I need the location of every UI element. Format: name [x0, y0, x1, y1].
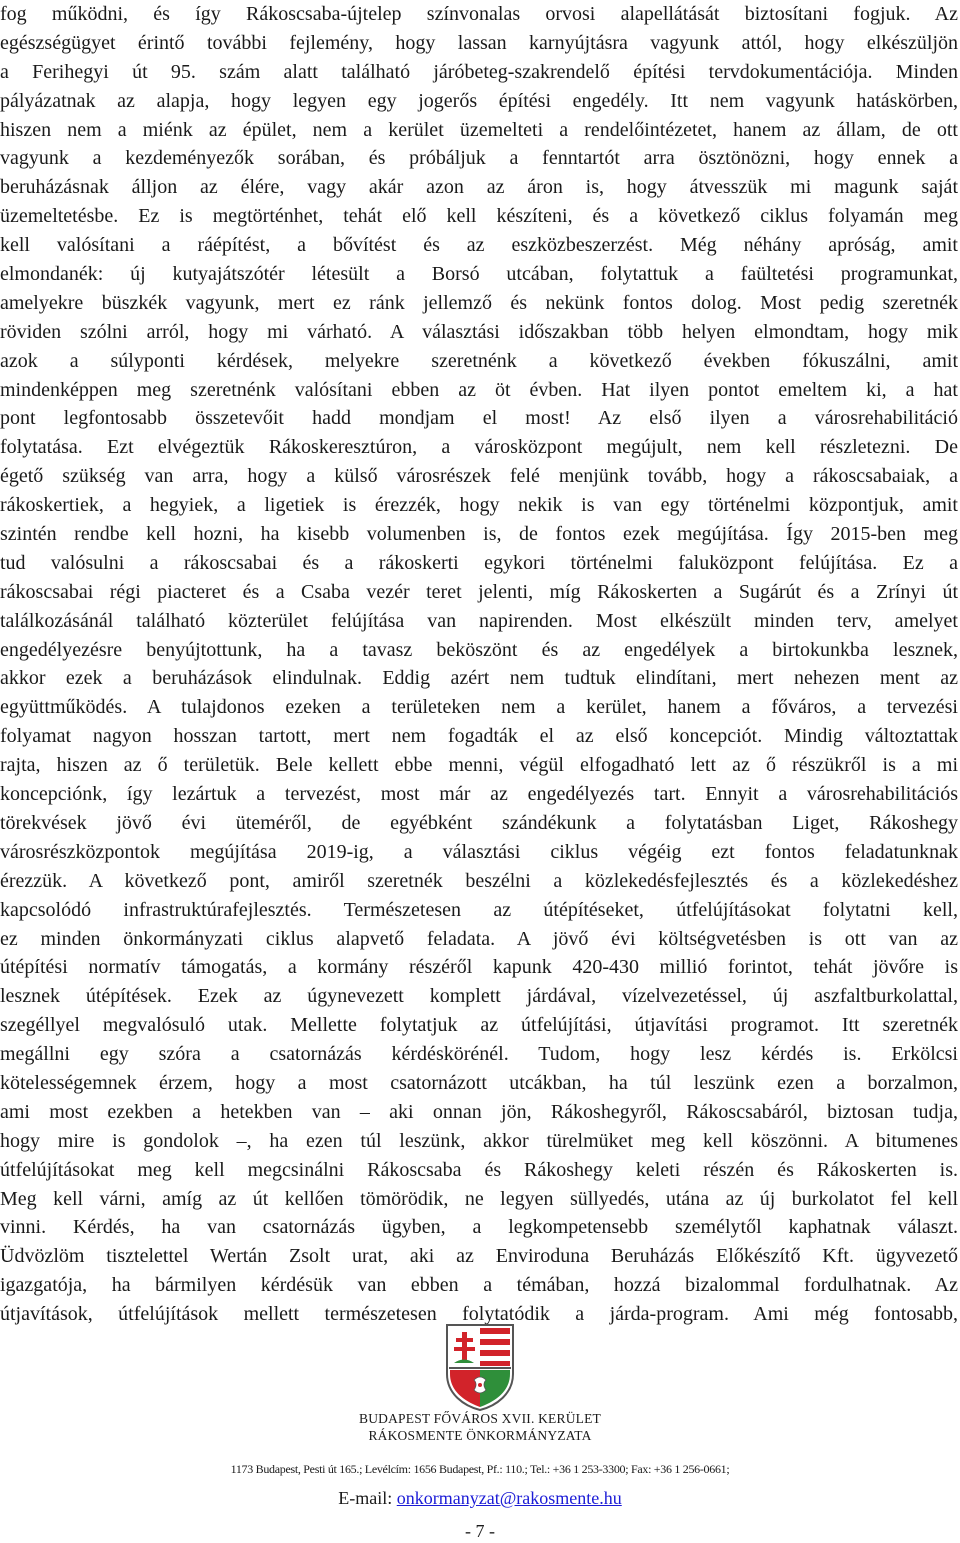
paragraph-line: kötelességemnek érzem, hogy a most csatornázott utcákban, ha túl leszünk ezen a borzalmon,: [0, 1071, 958, 1094]
paragraph-line: akkor ezek a beruházások elindulnak. Eddig azért nem tudtuk elindítani, mert nehezen ment az: [0, 667, 958, 690]
paragraph-line: kell valósítani a ráépítést, a bővítést és az eszközbeszerzést. Még néhány apróság, amit: [0, 234, 958, 257]
page-number: - 7 -: [465, 1521, 495, 1541]
paragraph-line: vinni. Kérdés, ha van csatornázás ügyben, a legkompetensebb személytől kaphatnak választ.: [0, 1216, 958, 1239]
paragraph-line: hogy mire is gondolok –, ha ezen túl leszünk, akkor türelmüket meg kell köszönni. A bitumenes: [0, 1129, 958, 1152]
paragraph-line: koncepciónk, így lezártuk a tervezést, most már az engedélyezés tart. Ennyit a városrehabilitációs: [0, 783, 958, 806]
paragraph-line: törekvések jövő évi üteméről, de egyébként szándékunk a folytatásban Liget, Rákoshegy: [0, 811, 958, 834]
paragraph-line: röviden szólni arról, hogy mi várható. A választási időszakban több helyen elmondtam, hogy mik: [0, 320, 958, 343]
paragraph-line: találkozásánál található közterület felújítása van napirenden. Most elkészült minden terv, amelyet: [0, 609, 958, 632]
organization-name-line1: BUDAPEST FŐVÁROS XVII. KERÜLET: [358, 1411, 601, 1426]
email-link[interactable]: onkormanyzat@rakosmente.hu: [396, 1488, 622, 1508]
paragraph-line: pont legfontosabb összetevőit hadd mondjam el most! Az első ilyen a városrehabilitáció: [0, 407, 958, 430]
contact-address: 1173 Budapest, Pesti út 165.; Levélcím: 1656 Budapest, Pf.: 110.; Tel.: +36 1 253-3300; Fax: +36 1 256-0661;: [230, 1462, 730, 1476]
paragraph-line: együttműködés. A tulajdonos ezeken a területeken nem a kerület, hanem a főváros, a tervezési: [0, 696, 958, 719]
paragraph-line: megállni egy szóra a csatornázás kérdéskörénél. Tudom, hogy lesz kérdés is. Erkölcsi: [0, 1043, 958, 1066]
paragraph-line: engedélyezésre benyújtottunk, ha a tavasz beköszönt és az engedélyek a birtokunkba lesznek,: [0, 638, 958, 661]
paragraph-line: Meg kell várni, amíg az út kellően tömörödik, ne legyen süllyedés, utána az új burkolatot fel kell: [0, 1187, 958, 1210]
paragraph-line: Üdvözlöm tisztelettel Wertán Zsolt urat, aki az Enviroduna Beruházás Előkészítő Kft. ügyvezető: [0, 1245, 958, 1268]
paragraph-line: ami most ezekben a hetekben van – aki onnan jön, Rákoshegyről, Rákoscsabáról, biztosan tudja,: [0, 1100, 958, 1123]
paragraph-line: fog működni, és így Rákoscsaba-újtelep színvonalas orvosi alapellátását biztosítani fogjuk. Az: [0, 3, 958, 25]
paragraph-line: folytatása. Ezt elvégeztük Rákoskeresztúron, a városközpont megújult, nem kell részletezni. De: [0, 436, 958, 459]
paragraph-line: pályázatnak az alapja, hogy legyen egy jogerős építési engedély. Itt nem vagyunk hatáskörben,: [0, 89, 958, 112]
paragraph-line: üzemeltetésbe. Ez is megtörténhet, tehát elő kell készíteni, és a következő ciklus folyamán meg: [0, 205, 958, 228]
paragraph-line: égető szükség van arra, hogy a külső városrészek felé menjünk tovább, hogy a rákoscsabaiak, a: [0, 465, 958, 488]
paragraph-line: útfelújításokat meg kell megcsinálni Rákoscsaba és Rákoshegy keleti részén és Rákoskerten is.: [0, 1158, 958, 1181]
paragraph-line: lesznek útépítések. Ezek az úgynevezett komplett járdával, vízelvezetéssel, új aszfaltburkolattal,: [0, 985, 958, 1008]
paragraph-line: városrészközpontok megújítása 2019-ig, a választási ciklus végéig ezt fontos feladatunknak: [0, 840, 958, 863]
paragraph-line: igazgatója, ha bármilyen kérdésük van ebben a témában, hozzá bizalommal fordulhatnak. Az: [0, 1274, 958, 1297]
paragraph-line: folyamat nagyon hosszan tartott, mert nem fogadták el az első koncepciót. Mindig változtattak: [0, 725, 958, 748]
paragraph-line: kapcsolódó infrastruktúrafejlesztés. Természetesen az útépítéseket, útfelújításokat folytatni kell,: [0, 898, 958, 921]
paragraph-line: útépítési normatív támogatás, a kormány részéről kapunk 420-430 millió forintot, tehát jövőre is: [0, 956, 958, 979]
paragraph-line: tud valósulni a rákoscsabai és a rákoskerti egykori történelmi faluközpont felújítása. Ez a: [0, 551, 958, 574]
paragraph-line: érezzük. A következő pont, amiről szeretnék beszélni a közlekedésfejlesztés és a közlekedéshez: [0, 869, 958, 892]
paragraph-line: beruházásnak álljon az élére, vagy akár azon az áron is, hogy átvesszük mi magunk saját: [0, 176, 958, 199]
paragraph-line: a Ferihegyi út 95. szám alatt található járóbeteg-szakrendelő építési tervdokumentációja. Minden: [0, 60, 958, 83]
paragraph-line: ez minden önkormányzati ciklus alapvető feladata. A jövő évi költségvetésben is ott van az: [0, 927, 958, 950]
paragraph-line: útjavítások, útfelújítások mellett természetesen folytatódik a járda-program. Ami még fontosabb,: [0, 1303, 958, 1326]
paragraph-line: amelyekre büszkék vagyunk, mert ez ránk jellemző és nekünk fontos dolog. Most pedig szeretnék: [0, 291, 958, 314]
paragraph-line: hiszen nem a miénk az épület, nem a kerület üzemelteti a rendelőintézetet, hanem az állam, de ott: [0, 118, 958, 141]
paragraph-line: egészségügyet érintő további fejlemény, hogy lassan karnyújtásra vagyunk attól, hogy elkészüljön: [0, 31, 958, 54]
paragraph-line: szintén rendbe kell hozni, ha kisebb volumenben is, de fontos ezek megújítása. Így 2015-ben meg: [0, 523, 958, 546]
paragraph-line: vagyunk a kezdeményezők sorában, és próbáljuk a fenntartót arra ösztönözni, hogy ennek a: [0, 147, 958, 170]
paragraph-line: mindenképpen meg szeretnénk valósítani ebben az öt évben. Hat ilyen pontot emeltem ki, a hat: [0, 378, 958, 401]
organization-name-line2: RÁKOSMENTE ÖNKORMÁNYZATA: [368, 1428, 592, 1443]
paragraph-line: elmondanék: új kutyajátszótér létesült a Borsó utcában, folytattuk a faültetési programunkat,: [0, 263, 958, 286]
paragraph-line: rajta, hiszen az ő területük. Bele kellett ebbe menni, végül elfogadható lett az ő részükről is a mi: [0, 754, 958, 777]
paragraph-line: rákoscsabai régi piacteret és a Csaba vezér teret jelenti, míg Rákoskerten a Sugárút és a Zrínyi út: [0, 580, 958, 603]
paragraph-line: azok a súlyponti kérdések, melyekre szeretnénk a következő években fókuszálni, amit: [0, 349, 958, 372]
email-line: [0, 1488, 960, 1509]
paragraph-line: rákoskertiek, a hegyiek, a ligetiek is érezzék, hogy nekik is van egy történelmi központjuk, amit: [0, 494, 958, 517]
paragraph-line: szegéllyel megvalósuló utak. Mellette folytatjuk az útfelújítási, útjavítási programot. Itt szeretnék: [0, 1014, 958, 1037]
email-label: E-mail:: [338, 1488, 397, 1508]
coat-of-arms-icon: [444, 1322, 516, 1412]
